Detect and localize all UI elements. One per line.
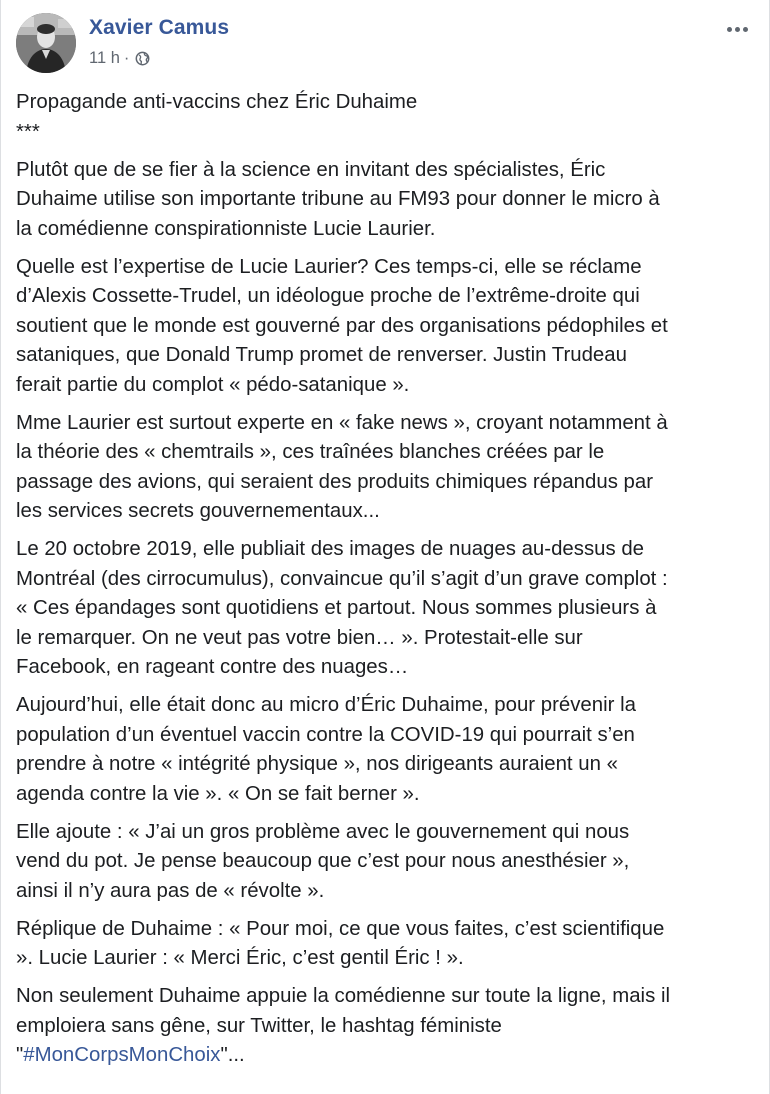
avatar-portrait-icon <box>16 13 76 73</box>
post-header <box>16 13 757 75</box>
paragraph-8: Non seulement Duhaime appuie la comédienne sur toute la ligne, mais il emploiera sans gêne, sur Twitter, le hashtag féministe "#MonCorpsMonChoix"... <box>16 985 671 1066</box>
paragraph-3: Mme Laurier est surtout experte en « fake news », croyant notamment à la théorie des « chemtrails », ces traînées blanches créées par le passage des avions, qui seraient des produits chimiques répandus par les services secrets gouvernementaux... <box>16 411 668 522</box>
paragraph-7: Réplique de Duhaime : « Pour moi, ce que vous faites, c’est scientifique ». Lucie Laurier : « Merci Éric, c’est gentil Éric ! ». <box>16 917 665 969</box>
more-options-icon[interactable] <box>723 19 751 39</box>
paragraph-2: Quelle est l’expertise de Lucie Laurier? Ces temps-ci, elle se réclame d’Alexis Cossette-Trudel, un idéologue proche de l’extrême-droite qui soutient que le monde est gouverné par des organisations pédophiles et sataniques, que Donald Trump promet de renverser. Justin Trudeau ferait partie du complot « pédo-satanique ». <box>16 255 668 396</box>
paragraph-1: Plutôt que de se fier à la science en invitant des spécialistes, Éric Duhaime utilise son importante tribune au FM93 pour donner le micro à la comédienne conspirationniste Lucie Laurier. <box>16 158 660 240</box>
globe-icon[interactable] <box>135 51 150 66</box>
author-name[interactable]: Xavier Camus <box>89 16 230 39</box>
post-timestamp[interactable]: 11 h <box>89 49 120 67</box>
post-body <box>16 88 754 1079</box>
post-title: Propagande anti-vaccins chez Éric Duhaime <box>16 91 418 113</box>
hashtag-link[interactable]: #MonCorpsMonChoix <box>23 1044 221 1066</box>
author-avatar[interactable] <box>16 13 76 73</box>
paragraph-6: Elle ajoute : « J’ai un gros problème avec le gouvernement qui nous vend du pot. Je pense beaucoup que c’est pour nous anesthésier », ainsi il n’y aura pas de « révolte ». <box>16 820 630 902</box>
post-meta <box>89 49 150 68</box>
paragraph-4: Le 20 octobre 2019, elle publiait des images de nuages au-dessus de Montréal (des cirrocumulus), convaincue qu’il s’agit d’un grave complot : « Ces épandages sont quotidiens et partout. Nous sommes plusieurs à le remarquer. On ne veut pas votre bien… ». Protestait-elle sur Facebook, en rageant contre des nuages… <box>16 538 668 678</box>
paragraph-5: Aujourd’hui, elle était donc au micro d’Éric Duhaime, pour prévenir la population d’un éventuel vaccin contre la COVID-19 qui pourrait s’en prendre à notre « intégrité physique », nos dirigeants auraient un « agenda contre la vie ». « On se fait berner ». <box>16 694 636 805</box>
post-separator-stars: *** <box>16 120 40 143</box>
meta-separator: · <box>123 49 130 67</box>
